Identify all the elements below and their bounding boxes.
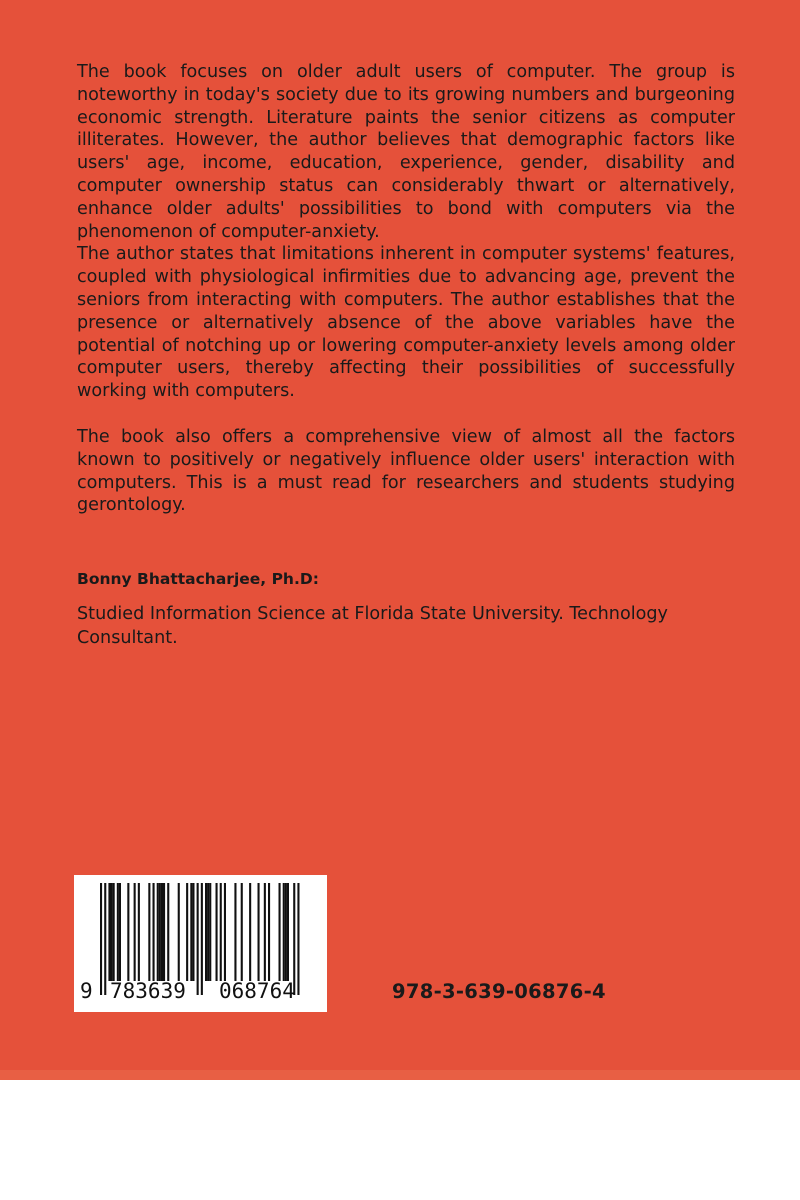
barcode-bar <box>186 883 188 981</box>
barcode-bar <box>224 883 226 981</box>
barcode-digit-group-1: 9 <box>80 979 93 1003</box>
barcode-bar <box>241 883 243 981</box>
author-bio: Studied Information Science at Florida State University. Technology Consultant. <box>77 604 668 648</box>
book-description <box>77 61 735 517</box>
description-paragraph-2: The author states that limitations inherent in computer systems' features, coupled with physiological infirmities due to advancing age, prevent the seniors from interacting with computers. The author establishes that the presence or alternatively absence of the above variables have the potential of notching up or lowering computer-anxiety levels among older computer users, thereby affecting their possibilities of successfully working with computers. <box>77 244 735 402</box>
barcode-bar <box>134 883 136 981</box>
barcode-bar <box>113 883 115 981</box>
barcode-bar <box>216 883 218 981</box>
description-paragraph-3: The book also offers a comprehensive view of almost all the factors known to positively or negatively influence older users' interaction with computers. This is a must read for researchers and students studying gerontology. <box>77 426 735 516</box>
barcode-bar <box>127 883 129 981</box>
barcode-bar <box>117 883 119 981</box>
barcode-bar <box>279 883 281 981</box>
barcode-bar <box>157 883 159 981</box>
barcode-bar <box>205 883 207 981</box>
barcode-bar <box>285 883 287 981</box>
barcode-bar <box>258 883 260 981</box>
barcode-bar <box>190 883 192 981</box>
barcode-bar <box>220 883 222 981</box>
isbn-number: 978-3-639-06876-4 <box>392 980 606 1003</box>
barcode-bar <box>209 883 211 981</box>
barcode-bar <box>167 883 169 981</box>
isbn-barcode <box>74 875 327 1012</box>
barcode-bar <box>119 883 121 981</box>
barcode-bar <box>264 883 266 981</box>
barcode-bar <box>163 883 165 981</box>
barcode-bar <box>287 883 289 981</box>
barcode-digit-group-3: 068764 <box>219 979 295 1003</box>
barcode-bar <box>148 883 150 981</box>
barcode-digit-group-2: 783639 <box>110 979 186 1003</box>
barcode-digits <box>74 979 327 1005</box>
barcode-bar <box>207 883 209 981</box>
barcode-bar <box>268 883 270 981</box>
description-paragraph-1: The book focuses on older adult users of computer. The group is noteworthy in today's society due to its growing numbers and burgeoning economic strength. Literature paints the senior citizens as computer illiterates. However, the author believes that demographic factors like users' age, income, education, experience, gender, disability and computer ownership status can considerably thwart or alternatively, enhance older adults' possibilities to bond with computers via the phenomenon of computer-anxiety. <box>77 62 735 242</box>
cover-bottom-edge <box>0 1070 800 1080</box>
author-name: Bonny Bhattacharjee, Ph.D: <box>77 570 319 588</box>
barcode-bar <box>138 883 140 981</box>
barcode-bar <box>108 883 110 981</box>
barcode-bar <box>178 883 180 981</box>
barcode-bar <box>153 883 155 981</box>
barcode-bar <box>234 883 236 981</box>
barcode-bar <box>192 883 194 981</box>
barcode-bar <box>159 883 161 981</box>
barcode-bar <box>161 883 163 981</box>
barcode-bar <box>111 883 113 981</box>
barcode-bar <box>249 883 251 981</box>
barcode-bar <box>283 883 285 981</box>
